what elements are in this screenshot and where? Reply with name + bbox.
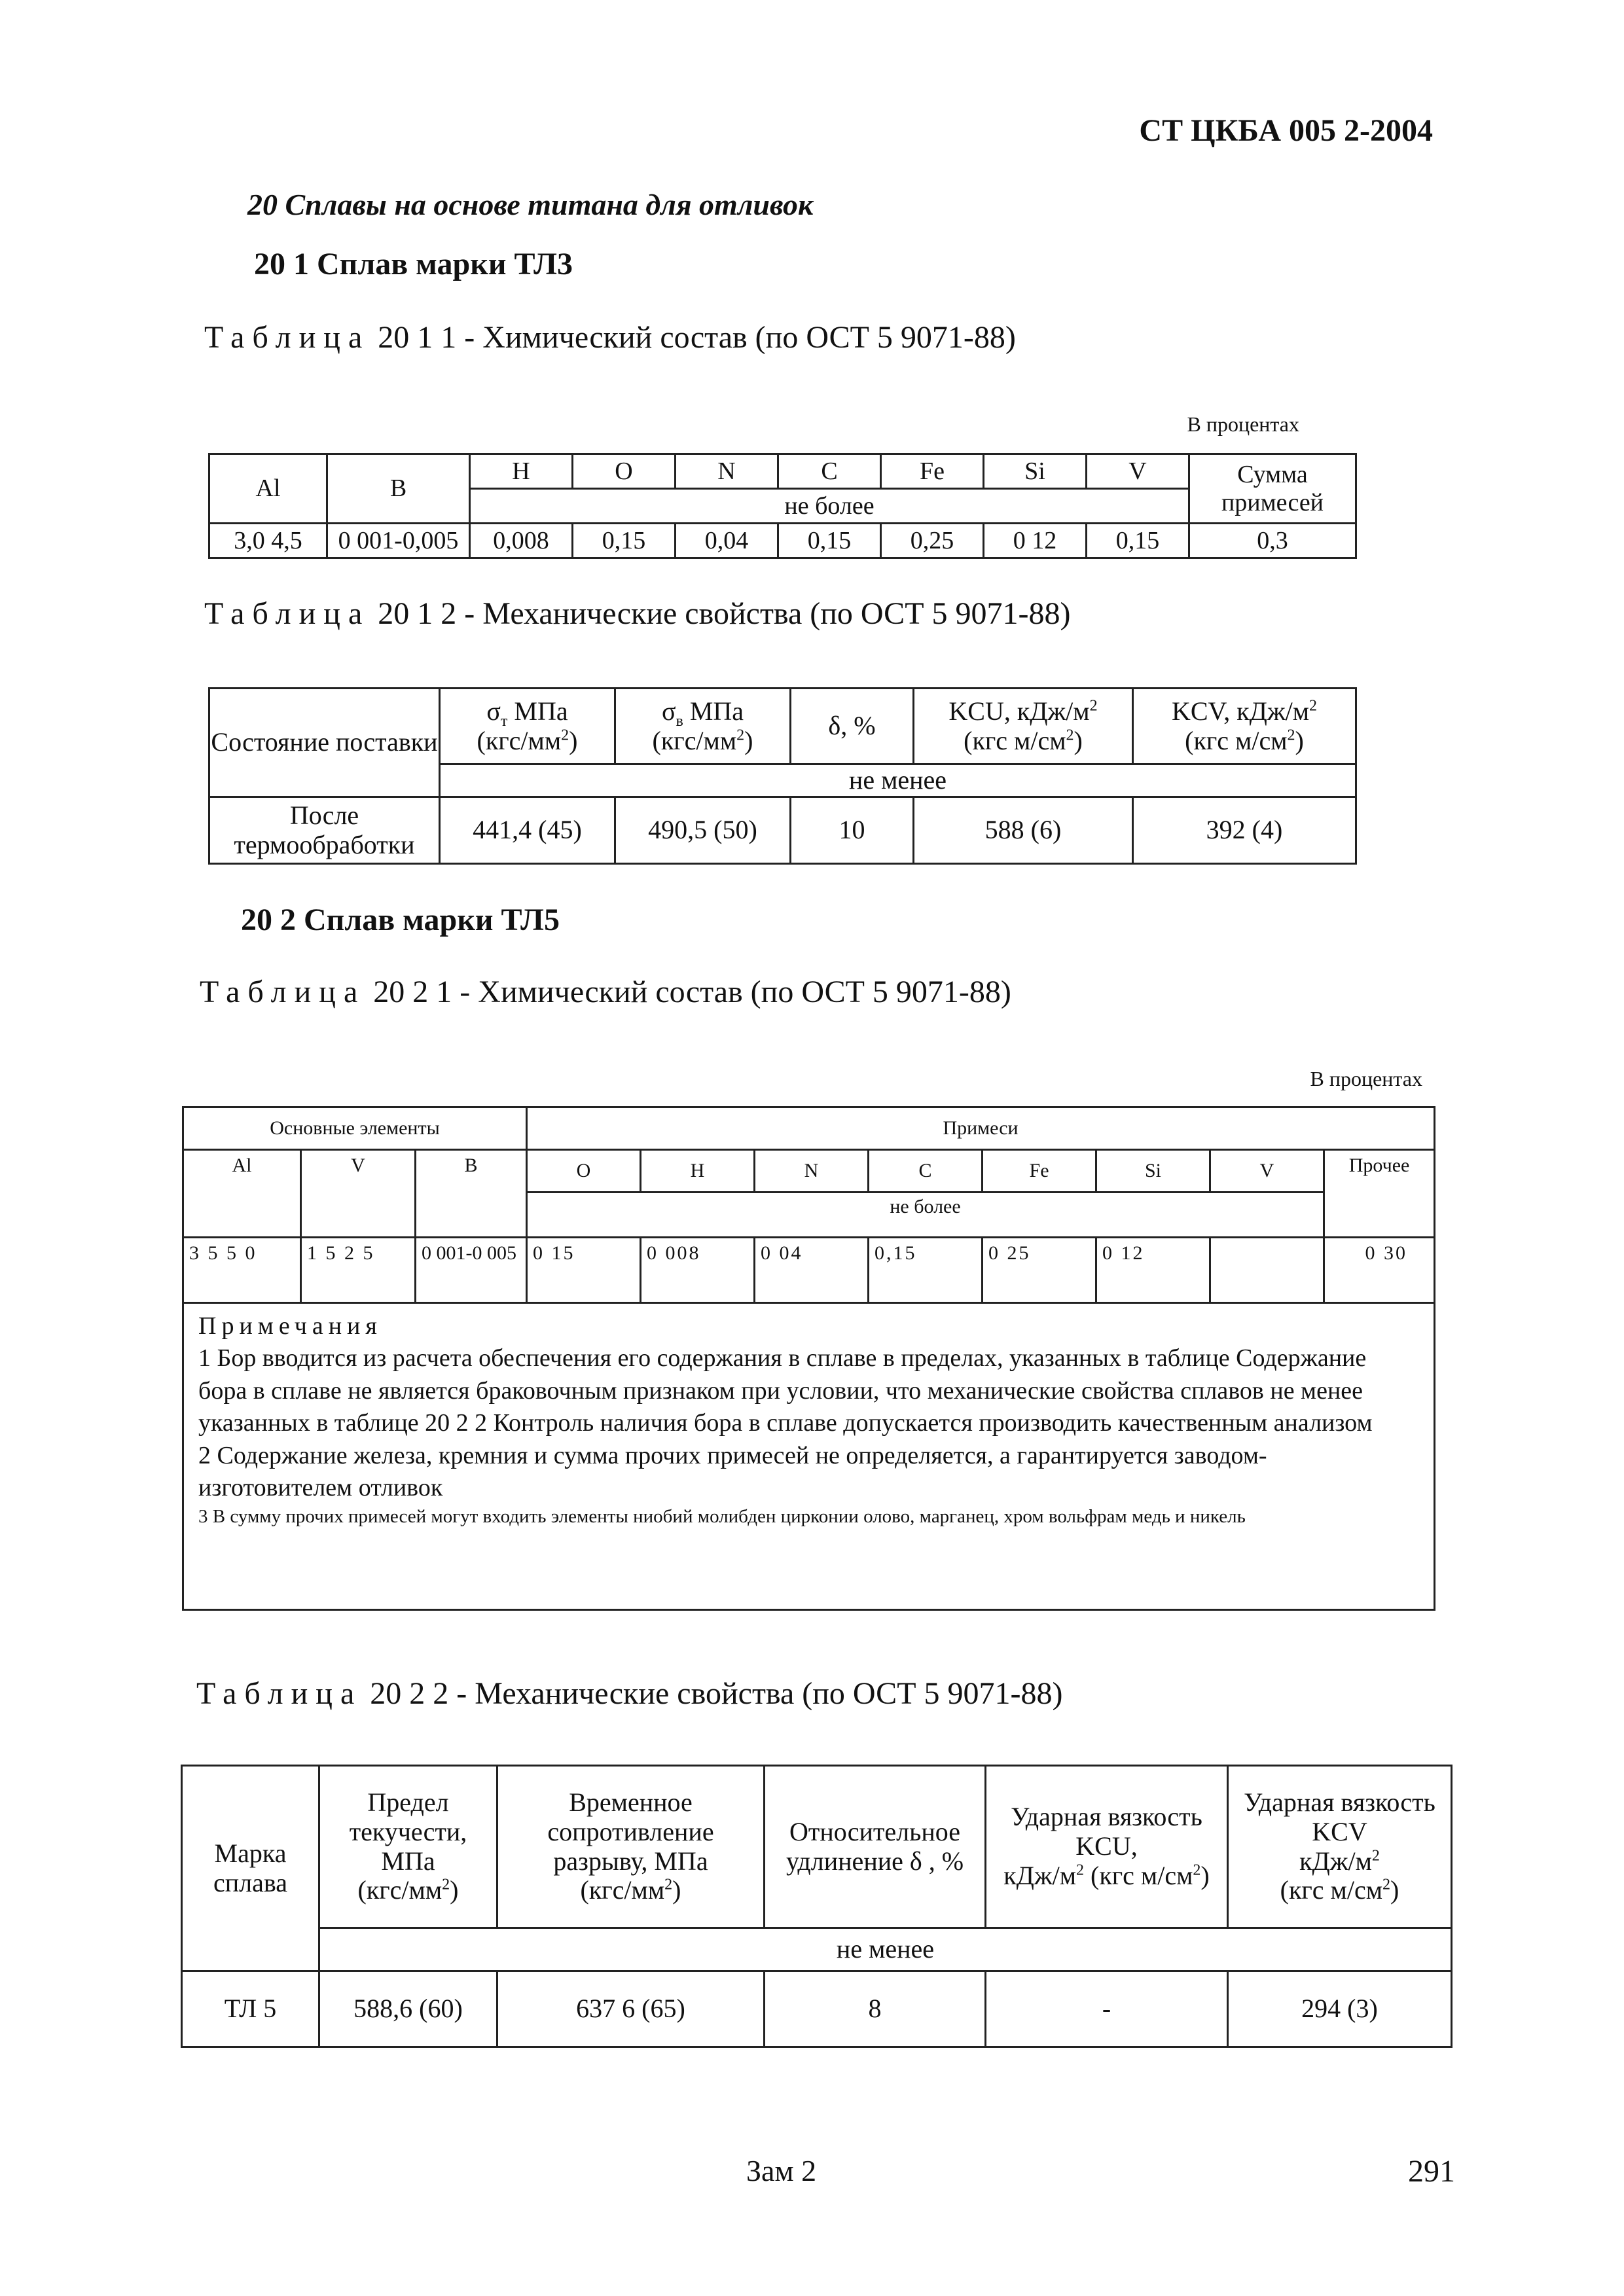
header-kcv	[1228, 1766, 1452, 1928]
not-more-label: не более	[527, 1193, 1324, 1238]
tensile-label: Временное сопротивление разрыву, МПа	[547, 1787, 714, 1876]
value-o: 0 15	[527, 1238, 641, 1303]
value-v: 0,15	[1087, 524, 1189, 558]
table-caption-text: 20 2 2 - Механические свойства (по ОСТ 5 9071-88)	[370, 1676, 1063, 1711]
header-c: C	[778, 454, 881, 489]
header-alloy-mark: Марка сплава	[182, 1766, 319, 1971]
sigma-symbol: σ	[661, 696, 676, 726]
header-b: B	[416, 1150, 527, 1238]
sigma-symbol: σ	[486, 696, 501, 726]
table-caption-text: 20 1 1 - Химический состав (по ОСТ 5 9071-88)	[378, 320, 1016, 355]
header-o: O	[527, 1150, 641, 1193]
value-yield-strength: 588,6 (60)	[319, 1971, 497, 2047]
subsection-title-tl5: 20 2 Сплав марки ТЛ5	[241, 903, 560, 937]
value-si: 0 12	[1096, 1238, 1210, 1303]
table-caption-prefix: Таблица	[204, 320, 370, 355]
unit-kgs-m-cm: (кгс м/см	[1280, 1875, 1383, 1905]
table-caption-prefix: Таблица	[204, 596, 370, 631]
close-paren: )	[672, 1875, 681, 1905]
value-v-impurity	[1210, 1238, 1324, 1303]
header-n: N	[676, 454, 778, 489]
close-paren: )	[1390, 1875, 1399, 1905]
unit-kgs-mm: (кгс/мм	[580, 1875, 665, 1905]
not-more-label: не более	[470, 489, 1189, 524]
kcu-label: Ударная вязкость KCU,	[1011, 1802, 1202, 1861]
superscript-2: 2	[1193, 1861, 1201, 1879]
superscript-2: 2	[1076, 1861, 1085, 1879]
header-h: H	[470, 454, 573, 489]
value-sum: 0,3	[1189, 524, 1356, 558]
kcv-label: Ударная вязкость KCV	[1244, 1787, 1435, 1846]
header-v: V	[1087, 454, 1189, 489]
header-yield-strength	[319, 1766, 497, 1928]
superscript-2: 2	[1382, 1876, 1391, 1893]
value-c: 0,15	[778, 524, 881, 558]
close-paren: )	[1074, 725, 1083, 755]
value-al: 3 5 5 0	[183, 1238, 301, 1303]
unit-mpa: МПа	[683, 696, 744, 726]
header-elongation: Относительное удлинение δ , %	[765, 1766, 986, 1928]
sigma-subscript: т	[500, 712, 508, 730]
table-caption-20-2-2	[196, 1676, 1062, 1712]
units-label: В процентах	[1310, 1067, 1422, 1090]
group-main-elements: Основные элементы	[183, 1107, 527, 1150]
unit-kgs-m-cm: (кгс м/см	[964, 725, 1066, 755]
units-label: В процентах	[1187, 412, 1299, 436]
unit-mpa: МПа	[507, 696, 568, 726]
table-caption-20-1-1	[204, 319, 1016, 355]
group-impurities: Примеси	[527, 1107, 1435, 1150]
change-label: Зам 2	[746, 2154, 817, 2187]
header-b: B	[327, 454, 470, 524]
note-2: 2 Содержание железа, кремния и сумма прочих примесей не определяется, а гарантируется заводом-изготовителем отливок	[198, 1441, 1267, 1501]
chemical-composition-table-tl3	[208, 453, 1357, 559]
value-kcu: 588 (6)	[914, 797, 1133, 864]
value-h: 0,008	[470, 524, 573, 558]
unit-kgs-mm: (кгс/мм	[652, 725, 737, 755]
superscript-2: 2	[1371, 1847, 1380, 1865]
value-other: 0 30	[1324, 1238, 1435, 1303]
value-o: 0,15	[573, 524, 676, 558]
notes-block	[183, 1303, 1435, 1610]
unit-kgs-m-cm: (кгс м/см	[1185, 725, 1288, 755]
superscript-2: 2	[1066, 726, 1074, 744]
close-paren: )	[1295, 725, 1304, 755]
header-delivery-state: Состояние поставки	[209, 689, 440, 797]
header-v-impurity: V	[1210, 1150, 1324, 1193]
value-tensile-strength: 490,5 (50)	[615, 797, 791, 864]
value-b: 0 001-0,005	[327, 524, 470, 558]
superscript-2: 2	[1089, 697, 1098, 715]
header-fe: Fe	[983, 1150, 1096, 1193]
value-kcv: 294 (3)	[1228, 1971, 1452, 2047]
superscript-2: 2	[1309, 697, 1318, 715]
header-tensile-strength	[497, 1766, 765, 1928]
note-1: 1 Бор вводится из расчета обеспечения его содержания в сплаве в пределах, указанных в таблице Содержание бора в сплаве не является браковочным признаком при условии, что механические свойства сплавов не менее указанных в таблице 20 2 2 Контроль наличия бора в сплаве допускается производить качественным анализом	[198, 1344, 1373, 1437]
chemical-composition-table-tl5	[182, 1106, 1435, 1611]
yield-label: Предел текучести, МПа	[349, 1787, 467, 1876]
header-tensile-strength	[615, 689, 791, 764]
header-sum-impurities: Сумма примесей	[1189, 454, 1356, 524]
header-o: O	[573, 454, 676, 489]
table-caption-text: 20 2 1 - Химический состав (по ОСТ 5 9071-88)	[373, 975, 1011, 1009]
mechanical-properties-table-tl3	[208, 687, 1357, 865]
value-h: 0 008	[641, 1238, 755, 1303]
value-tensile-strength: 637 6 (65)	[497, 1971, 765, 2047]
value-n: 0 04	[755, 1238, 869, 1303]
not-less-label: не менее	[440, 764, 1356, 797]
value-kcu: -	[986, 1971, 1228, 2047]
table-caption-20-1-2	[204, 596, 1070, 632]
header-h: H	[641, 1150, 755, 1193]
header-kcv	[1133, 689, 1356, 764]
value-fe: 0 25	[983, 1238, 1096, 1303]
superscript-2: 2	[664, 1876, 673, 1893]
header-n: N	[755, 1150, 869, 1193]
mechanical-properties-table-tl5	[181, 1765, 1453, 2048]
table-caption-text: 20 1 2 - Механические свойства (по ОСТ 5 9071-88)	[378, 596, 1071, 631]
subsection-title-tl3: 20 1 Сплав марки ТЛ3	[254, 247, 573, 281]
header-v: V	[301, 1150, 416, 1238]
header-c: C	[869, 1150, 983, 1193]
value-si: 0 12	[984, 524, 1087, 558]
unit-kgs-mm: (кгс/мм	[357, 1875, 442, 1905]
value-yield-strength: 441,4 (45)	[440, 797, 615, 864]
value-elongation: 8	[765, 1971, 986, 2047]
header-elongation: δ, %	[791, 689, 914, 764]
table-caption-20-2-1	[200, 974, 1011, 1010]
header-al: Al	[183, 1150, 301, 1238]
superscript-2: 2	[442, 1876, 450, 1893]
sigma-subscript: в	[676, 712, 683, 730]
header-al: Al	[209, 454, 327, 524]
superscript-2: 2	[1287, 726, 1295, 744]
unit-kgs-m-cm: (кгс м/см	[1084, 1860, 1193, 1890]
value-delivery-state: После термообработки	[209, 797, 440, 864]
close-paren: )	[569, 725, 578, 755]
value-b: 0 001-0 005	[416, 1238, 527, 1303]
value-kcv: 392 (4)	[1133, 797, 1356, 864]
header-fe: Fe	[881, 454, 984, 489]
kcu-label: KCU, кДж/м	[948, 696, 1090, 726]
unit-kj-m: кДж/м	[1003, 1860, 1077, 1890]
note-3: 3 В сумму прочих примесей могут входить элементы ниобий молибден цирконии олово, марганец, хром вольфрам медь и никель	[198, 1506, 1246, 1528]
header-other: Прочее	[1324, 1150, 1435, 1238]
superscript-2: 2	[561, 726, 569, 744]
header-si: Si	[1096, 1150, 1210, 1193]
unit-kgs-mm: (кгс/мм	[477, 725, 562, 755]
kcv-label: KCV, кДж/м	[1171, 696, 1310, 726]
value-alloy-mark: ТЛ 5	[182, 1971, 319, 2047]
unit-kj-m: кДж/м	[1299, 1846, 1372, 1876]
close-paren: )	[744, 725, 753, 755]
table-caption-prefix: Таблица	[200, 975, 366, 1009]
header-yield-strength	[440, 689, 615, 764]
not-less-label: не менее	[319, 1928, 1452, 1971]
notes-title: Примечания	[198, 1312, 382, 1340]
header-kcu	[914, 689, 1133, 764]
section-title: 20 Сплавы на основе титана для отливок	[247, 188, 814, 221]
header-si: Si	[984, 454, 1087, 489]
value-elongation: 10	[791, 797, 914, 864]
document-code: СТ ЦКБА 005 2-2004	[1139, 113, 1433, 148]
page-number: 291	[1408, 2154, 1455, 2189]
close-paren: )	[1200, 1860, 1210, 1890]
value-v: 1 5 2 5	[301, 1238, 416, 1303]
header-kcu	[986, 1766, 1228, 1928]
superscript-2: 2	[736, 726, 745, 744]
value-fe: 0,25	[881, 524, 984, 558]
table-caption-prefix: Таблица	[196, 1676, 363, 1711]
close-paren: )	[450, 1875, 459, 1905]
value-c: 0,15	[869, 1238, 983, 1303]
value-n: 0,04	[676, 524, 778, 558]
value-al: 3,0 4,5	[209, 524, 327, 558]
